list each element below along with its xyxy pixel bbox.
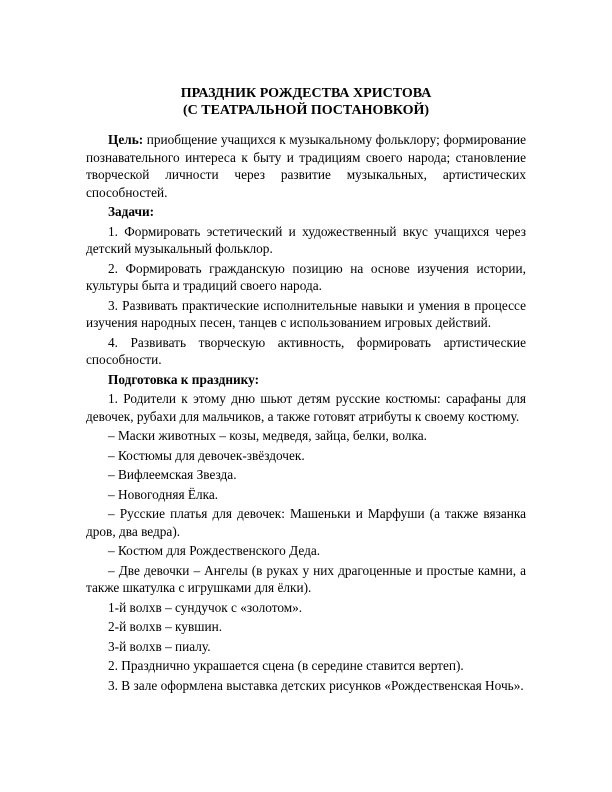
- task-item: 1. Формировать эстетический и художественный вкус учащихся через детский музыкальный фольклор.: [86, 223, 526, 256]
- task-item: 4. Развивать творческую активность, формировать артистические способности.: [86, 334, 526, 367]
- goal-paragraph: [86, 131, 526, 201]
- preparation-item: – Русские платья для девочек: Машеньки и Марфуши (а также вязанка дров, два ведра).: [86, 506, 526, 539]
- preparation-item: 1-й волхв – сундучок с «золотом».: [108, 599, 303, 615]
- preparation-item: 1. Родители к этому дню шьют детям русские костюмы: сарафаны для девочек, рубахи для мальчиков, а также готовят атрибуты к своему костюму.: [86, 391, 526, 424]
- goal-text: приобщение учащихся к музыкальному фольклору; формирование познавательного интереса к быту и традициям своего народа; становление творческой личности через развитие музыкальных, артистических способностей.: [86, 132, 526, 200]
- preparation-heading: Подготовка к празднику:: [108, 371, 260, 387]
- task-item: 2. Формировать гражданскую позицию на основе изучения истории, культуры быта и традиций своего народа.: [86, 260, 526, 293]
- task-item: 3. Развивать практические исполнительные навыки и умения в процессе изучения народных песен, танцев с использованием игровых действий.: [86, 297, 526, 330]
- preparation-item: 3. В зале оформлена выставка детских рисунков «Рождественская Ночь».: [108, 677, 524, 693]
- document-title: [86, 85, 526, 119]
- tasks-heading: Задачи:: [108, 204, 155, 219]
- preparation-item: – Костюм для Рождественского Деда.: [108, 543, 321, 558]
- title-line-1: ПРАЗДНИК РОЖДЕСТВА ХРИСТОВА: [180, 86, 432, 101]
- title-line-2: (С ТЕАТРАЛЬНОЙ ПОСТАНОВКОЙ): [182, 103, 430, 118]
- preparation-item: – Вифлеемская Звезда.: [108, 467, 237, 482]
- preparation-item: – Костюмы для девочек-звёздочек.: [108, 447, 305, 463]
- preparation-item: – Новогодняя Ёлка.: [108, 486, 219, 502]
- preparation-item: – Две девочки – Ангелы (в руках у них драгоценные и простые камни, а также шкатулка с игрушками для ёлки).: [86, 562, 526, 595]
- document-body: [86, 131, 526, 694]
- preparation-item: 2-й волхв – кувшин.: [108, 619, 223, 634]
- goal-label: Цель:: [108, 132, 144, 147]
- preparation-item: 3-й волхв – пиалу.: [108, 638, 211, 654]
- preparation-item: 2. Празднично украшается сцена (в середине ставится вертеп).: [108, 658, 464, 673]
- preparation-item: – Маски животных – козы, медведя, зайца, белки, волка.: [108, 428, 427, 443]
